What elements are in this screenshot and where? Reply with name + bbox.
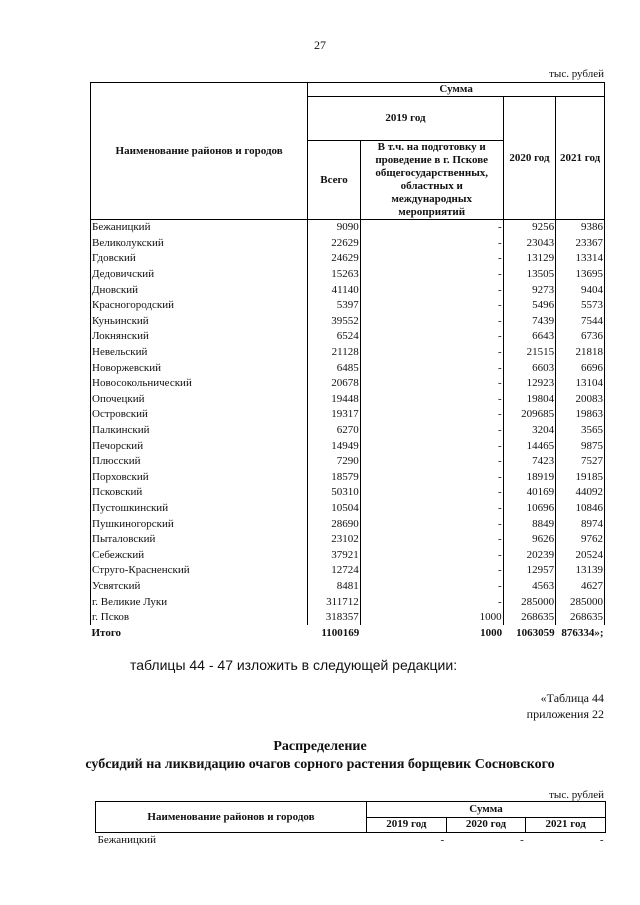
year-2021-cell: 13139 (556, 563, 605, 579)
including-cell: - (360, 282, 503, 298)
total-2019-cell: 311712 (308, 594, 360, 610)
including-cell: - (360, 392, 503, 408)
table-row (91, 501, 605, 517)
table-row (91, 267, 605, 283)
table-row (91, 360, 605, 376)
district-name-cell: Новосокольнический (91, 376, 308, 392)
including-cell: - (360, 470, 503, 486)
table44-ref-line2: приложения 22 (526, 707, 604, 721)
total-2019-cell: 15263 (308, 267, 360, 283)
total-row (91, 625, 605, 641)
year-2020-cell: 8849 (503, 516, 556, 532)
table44-ref-line1: «Таблица 44 (540, 691, 604, 705)
including-cell: - (360, 298, 503, 314)
including-cell: - (360, 314, 503, 330)
table-row (91, 594, 605, 610)
total-label-cell: Итого (91, 626, 122, 639)
total-2019-cell: 28690 (308, 516, 360, 532)
year-2020-cell: 13505 (503, 267, 556, 283)
district-name-cell: Бежаницкий (97, 834, 156, 846)
year-2021-cell: 20083 (556, 392, 605, 408)
total-2019-cell: 10504 (308, 501, 360, 517)
including-cell: - (360, 454, 503, 470)
total-2019-cell: 50310 (308, 485, 360, 501)
year-2021-cell: 7527 (556, 454, 605, 470)
total-2019-cell: 19317 (308, 407, 360, 423)
year-2021-cell: 5573 (556, 298, 605, 314)
including-cell: - (360, 220, 503, 236)
table-row (91, 423, 605, 439)
year-2020-cell: - (520, 834, 524, 846)
district-name-cell: Усвятский (91, 579, 308, 595)
total-2019-cell: 18579 (308, 470, 360, 486)
table-row (91, 547, 605, 563)
table-row (91, 282, 605, 298)
year-2021-cell: 21818 (556, 345, 605, 361)
heading-line1: Распределение (273, 739, 367, 754)
year-2020-cell: 5496 (503, 298, 556, 314)
year-2021-cell: 13695 (556, 267, 605, 283)
year-2020-cell: 209685 (503, 407, 556, 423)
header-year-2020: 2020 год (503, 97, 556, 220)
total-2019-cell: 9090 (308, 220, 360, 236)
district-name-cell: г. Великие Луки (91, 594, 308, 610)
total-2019-cell: 6524 (308, 329, 360, 345)
year-2021-cell: 10846 (556, 501, 605, 517)
header-district-name: Наименование районов и городов (91, 83, 308, 220)
district-name-cell: Новоржевский (91, 360, 308, 376)
total-2019-cell: 8481 (308, 579, 360, 595)
including-cell: - (360, 516, 503, 532)
total-2019-cell: 39552 (308, 314, 360, 330)
table-row (91, 220, 605, 236)
t2-header-sum: Сумма (367, 802, 606, 818)
table-row (91, 298, 605, 314)
table-row (91, 407, 605, 423)
table-row (91, 563, 605, 579)
district-name-cell: г. Псков (91, 610, 308, 626)
year-2021-cell: 4627 (556, 579, 605, 595)
including-cell: - (360, 563, 503, 579)
year-2021-cell: 9404 (556, 282, 605, 298)
including-cell: - (360, 376, 503, 392)
header-including-pskov-events: В т.ч. на подготовку и проведение в г. Пскове общегосударственных, областных и международных мероприятий (360, 141, 503, 220)
including-cell: - (360, 423, 503, 439)
table-row (91, 454, 605, 470)
t2-header-year-2019: 2019 год (367, 817, 447, 833)
table2-body (96, 833, 606, 849)
district-name-cell: Бежаницкий (91, 220, 308, 236)
table-row (91, 516, 605, 532)
table-row (91, 314, 605, 330)
total-2019-cell: 5397 (308, 298, 360, 314)
year-2020-cell: 10696 (503, 501, 556, 517)
including-cell: - (360, 438, 503, 454)
table-row (91, 236, 605, 252)
total-including-cell: 1000 (480, 626, 503, 639)
year-2021-cell: 44092 (556, 485, 605, 501)
district-name-cell: Опочецкий (91, 392, 308, 408)
year-2020-cell: 23043 (503, 236, 556, 252)
district-name-cell: Гдовский (91, 251, 308, 267)
table-row (91, 392, 605, 408)
year-2021-cell: 20524 (556, 547, 605, 563)
year-2020-cell: 12923 (503, 376, 556, 392)
total-2019-cell: 318357 (308, 610, 360, 626)
including-cell: - (360, 407, 503, 423)
year-2020-cell: 9256 (503, 220, 556, 236)
total-2019-cell: 21128 (308, 345, 360, 361)
year-2020-cell: 20239 (503, 547, 556, 563)
year-2020-cell: 21515 (503, 345, 556, 361)
table-row (91, 610, 605, 626)
total-all-cell: 1100169 (321, 626, 360, 639)
year-2020-cell: 7439 (503, 314, 556, 330)
year-2020-cell: 18919 (503, 470, 556, 486)
including-cell: - (360, 267, 503, 283)
subsidy-distribution-table (90, 82, 605, 641)
t2-header-year-2021: 2021 год (526, 817, 606, 833)
year-2021-cell: 23367 (556, 236, 605, 252)
district-name-cell: Островский (91, 407, 308, 423)
year-2021-cell: 3565 (556, 423, 605, 439)
district-name-cell: Порховский (91, 470, 308, 486)
total-2020-cell: 1063059 (516, 626, 555, 639)
district-name-cell: Невельский (91, 345, 308, 361)
district-name-cell: Дедовичский (91, 267, 308, 283)
year-2020-cell: 4563 (503, 579, 556, 595)
including-cell: - (360, 329, 503, 345)
including-cell: - (360, 579, 503, 595)
t2-header-district-name: Наименование районов и городов (96, 802, 367, 833)
district-name-cell: Пустошкинский (91, 501, 308, 517)
year-2021-cell: 6696 (556, 360, 605, 376)
header-sum: Сумма (308, 83, 605, 97)
year-2021-cell: 9875 (556, 438, 605, 454)
header-year-2019: 2019 год (308, 97, 503, 141)
total-2019-cell: 23102 (308, 532, 360, 548)
including-cell: - (360, 345, 503, 361)
year-2021-cell: 8974 (556, 516, 605, 532)
table-row (91, 345, 605, 361)
including-cell: - (360, 485, 503, 501)
total-2021-cell: 876334»; (561, 626, 604, 639)
total-2019-cell: 20678 (308, 376, 360, 392)
year-2021-cell: 13314 (556, 251, 605, 267)
table-row (91, 485, 605, 501)
year-2020-cell: 3204 (503, 423, 556, 439)
district-name-cell: Куньинский (91, 314, 308, 330)
year-2021-cell: 7544 (556, 314, 605, 330)
total-2019-cell: 6270 (308, 423, 360, 439)
year-2021-cell: 6736 (556, 329, 605, 345)
district-name-cell: Пыталовский (91, 532, 308, 548)
table-row (91, 579, 605, 595)
heading-line2: субсидий на ликвидацию очагов сорного растения борщевик Сосновского (85, 757, 555, 772)
year-2020-cell: 40169 (503, 485, 556, 501)
year-2020-cell: 12957 (503, 563, 556, 579)
table44-reference (527, 690, 604, 722)
total-2019-cell: 22629 (308, 236, 360, 252)
year-2019-cell: - (440, 834, 445, 846)
hogweed-subsidy-table (95, 801, 606, 848)
year-2021-cell: 9762 (556, 532, 605, 548)
including-cell: - (360, 251, 503, 267)
year-2020-cell: 9273 (503, 282, 556, 298)
year-2021-cell: 9386 (556, 220, 605, 236)
table2-unit-label: тыс. рублей (549, 789, 604, 801)
year-2021-cell: 19863 (556, 407, 605, 423)
year-2021-cell: 13104 (556, 376, 605, 392)
table1-unit-label: тыс. рублей (549, 68, 604, 80)
table-row (91, 532, 605, 548)
year-2020-cell: 285000 (503, 594, 556, 610)
table-row (91, 329, 605, 345)
district-name-cell: Красногородский (91, 298, 308, 314)
t2-header-year-2020: 2020 год (446, 817, 526, 833)
year-2020-cell: 6603 (503, 360, 556, 376)
table-row (91, 470, 605, 486)
district-name-cell: Плюсский (91, 454, 308, 470)
total-2019-cell: 7290 (308, 454, 360, 470)
page-number: 27 (314, 38, 326, 52)
year-2021-cell: 268635 (556, 610, 605, 626)
including-cell: - (360, 547, 503, 563)
total-2019-cell: 19448 (308, 392, 360, 408)
including-cell: - (360, 532, 503, 548)
year-2020-cell: 268635 (503, 610, 556, 626)
including-cell: 1000 (360, 610, 503, 626)
including-cell: - (360, 594, 503, 610)
district-name-cell: Псковский (91, 485, 308, 501)
total-2019-cell: 14949 (308, 438, 360, 454)
total-2019-cell: 37921 (308, 547, 360, 563)
amendment-text: таблицы 44 - 47 изложить в следующей редакции: (130, 657, 458, 673)
including-cell: - (360, 360, 503, 376)
year-2020-cell: 6643 (503, 329, 556, 345)
district-name-cell: Великолукский (91, 236, 308, 252)
header-total-all: Всего (308, 141, 360, 220)
district-name-cell: Пушкиногорский (91, 516, 308, 532)
table-row (91, 376, 605, 392)
total-2019-cell: 12724 (308, 563, 360, 579)
including-cell: - (360, 236, 503, 252)
year-2020-cell: 13129 (503, 251, 556, 267)
district-name-cell: Себежский (91, 547, 308, 563)
total-2019-cell: 6485 (308, 360, 360, 376)
year-2020-cell: 7423 (503, 454, 556, 470)
district-name-cell: Локнянский (91, 329, 308, 345)
table1-body (91, 220, 605, 642)
district-name-cell: Струго-Красненский (91, 563, 308, 579)
total-2019-cell: 41140 (308, 282, 360, 298)
year-2020-cell: 19804 (503, 392, 556, 408)
year-2020-cell: 9626 (503, 532, 556, 548)
district-name-cell: Печорский (91, 438, 308, 454)
year-2021-cell: 285000 (556, 594, 605, 610)
year-2021-cell: - (599, 834, 604, 846)
table-row (96, 833, 606, 849)
district-name-cell: Дновский (91, 282, 308, 298)
year-2021-cell: 19185 (556, 470, 605, 486)
table-row (91, 438, 605, 454)
table-row (91, 251, 605, 267)
district-name-cell: Палкинский (91, 423, 308, 439)
header-year-2021: 2021 год (556, 97, 605, 220)
total-2019-cell: 24629 (308, 251, 360, 267)
year-2020-cell: 14465 (503, 438, 556, 454)
section-heading (0, 738, 640, 774)
including-cell: - (360, 501, 503, 517)
